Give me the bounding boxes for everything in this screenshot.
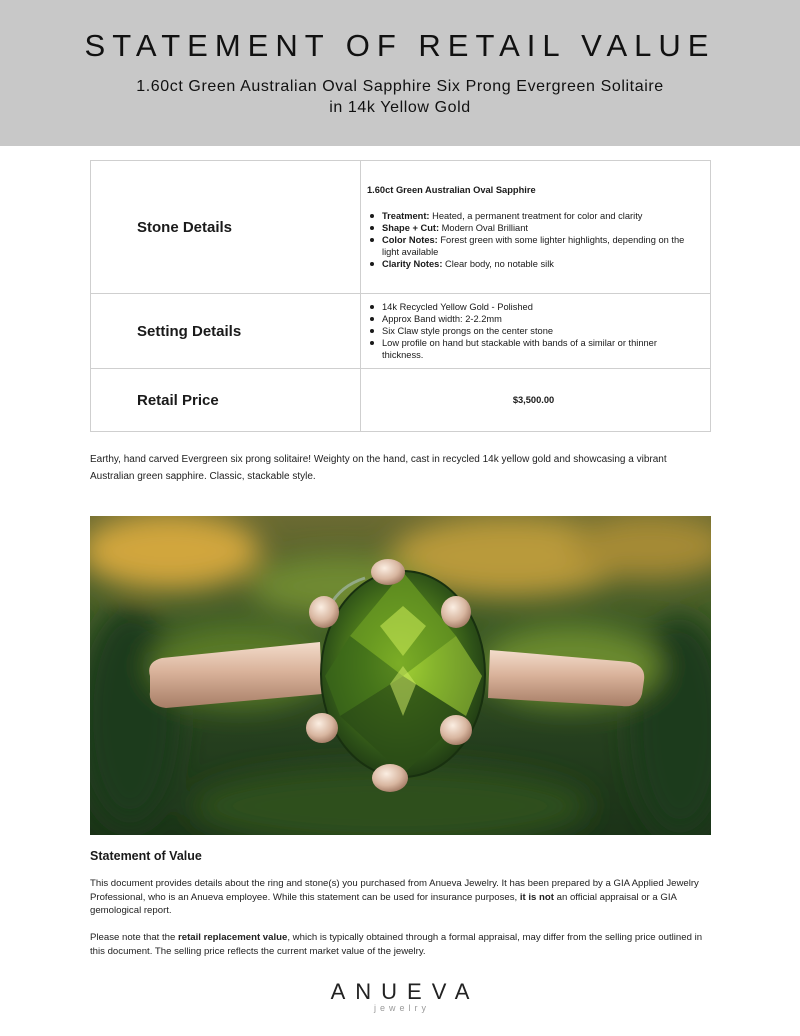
item-value: Modern Oval Brilliant bbox=[439, 223, 528, 233]
retail-price-row bbox=[91, 369, 711, 432]
list-item bbox=[367, 258, 700, 270]
subtitle-line-1: 1.60ct Green Australian Oval Sapphire Six Prong Evergreen Solitaire bbox=[136, 78, 664, 95]
list-item: Six Claw style prongs on the center stone bbox=[367, 325, 700, 337]
header-banner bbox=[0, 0, 800, 146]
document-title: STATEMENT OF RETAIL VALUE bbox=[84, 28, 716, 63]
statement-text: Please note that the bbox=[90, 932, 179, 943]
stone-name: 1.60ct Green Australian Oval Sapphire bbox=[367, 185, 536, 195]
item-value: Forest green with some lighter highlights, depending on the light available bbox=[382, 235, 685, 257]
list-item: Low profile on hand but stackable with bands of a similar or thinner thickness. bbox=[367, 337, 700, 361]
item-value: Heated, a permanent treatment for color and clarity bbox=[429, 211, 643, 221]
anueva-logo bbox=[0, 979, 800, 1013]
details-table bbox=[90, 160, 711, 432]
item-value: Clear body, no notable silk bbox=[442, 259, 554, 269]
statement-paragraph-1 bbox=[90, 877, 715, 918]
statement-emphasis: retail replacement value bbox=[178, 932, 288, 943]
item-key: Clarity Notes: bbox=[382, 259, 443, 269]
statement-of-value-heading: Statement of Value bbox=[90, 849, 202, 863]
statement-paragraph-2 bbox=[90, 931, 715, 958]
setting-details-list bbox=[367, 301, 700, 361]
item-key: Treatment: bbox=[382, 211, 430, 221]
stone-details-row bbox=[91, 161, 711, 294]
list-item bbox=[367, 222, 700, 234]
statement-text: an official appraisal or a GIA gemological report. bbox=[90, 891, 677, 916]
list-item: 14k Recycled Yellow Gold - Polished bbox=[367, 301, 700, 313]
statement-text: , which is typically obtained through a formal appraisal, may differ from the selling price outlined in this document. The selling price reflects the current market value of the jewelry. bbox=[90, 932, 703, 957]
subtitle-line-2: in 14k Yellow Gold bbox=[329, 99, 471, 116]
setting-details-label: Setting Details bbox=[91, 294, 361, 369]
retail-price-label: Retail Price bbox=[91, 369, 361, 432]
item-key: Color Notes: bbox=[382, 235, 438, 245]
ring-photo bbox=[90, 516, 711, 835]
statement-text: This document provides details about the ring and stone(s) you purchased from Anueva Jewelry. It has been prepared by a GIA Applied Jewelry Professional, who is an Anueva employee. While this statement can be used for insurance purposes, bbox=[90, 878, 699, 903]
logo-brand: ANUEVA bbox=[330, 979, 480, 1004]
stone-details-label: Stone Details bbox=[91, 161, 361, 294]
statement-emphasis: it is not bbox=[519, 891, 554, 903]
list-item: Approx Band width: 2-2.2mm bbox=[367, 313, 700, 325]
logo-subtitle: jewelry bbox=[373, 1003, 430, 1013]
item-key: Shape + Cut: bbox=[382, 223, 440, 233]
list-item bbox=[367, 210, 700, 222]
list-item bbox=[367, 234, 700, 258]
product-description: Earthy, hand carved Evergreen six prong solitaire! Weighty on the hand, cast in recycled 14k yellow gold and showcasing a vibrant Australian green sapphire. Classic, stackable style. bbox=[90, 454, 667, 482]
document-subtitle bbox=[90, 76, 710, 118]
retail-price-value: $3,500.00 bbox=[361, 369, 711, 432]
setting-details-row bbox=[91, 294, 711, 369]
stone-details-list bbox=[367, 210, 700, 270]
setting-details-value bbox=[361, 294, 711, 369]
stone-details-value bbox=[361, 161, 711, 294]
